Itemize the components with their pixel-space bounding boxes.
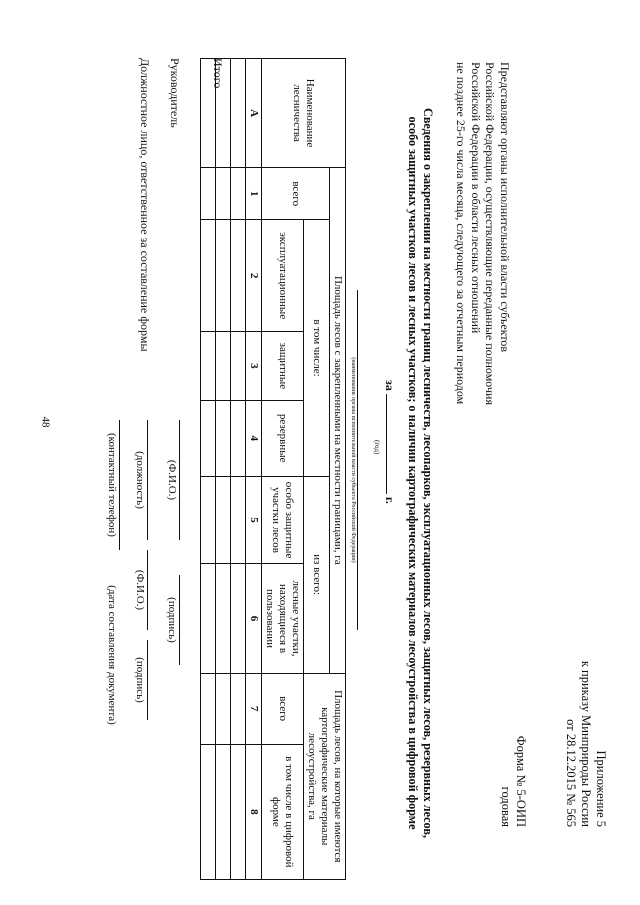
header-special-protective: особо защитные участки лесов xyxy=(262,476,304,564)
table-cell xyxy=(201,564,216,673)
header-forestry-name: Наименование лесничества xyxy=(262,59,346,168)
form-period: годовая xyxy=(499,786,513,827)
header-total-carto: всего xyxy=(262,673,304,744)
authority-hint: (наименование органа исполнительной власти субъекта Российской Федерации) xyxy=(350,357,356,563)
table-cell xyxy=(201,331,216,400)
col-number: 2 xyxy=(246,220,262,332)
table-cell xyxy=(201,220,216,332)
header-of-total: из всего: xyxy=(304,476,330,673)
table-cell xyxy=(231,673,246,744)
header-digital-form: в том числе в цифровой форме xyxy=(262,744,304,879)
page-number: 48 xyxy=(39,416,52,428)
header-forest-plots: лесные участки, находящиеся в пользовании xyxy=(262,564,304,673)
header-exploitation: эксплуатационные xyxy=(262,220,304,332)
form-number: Форма № 5-ОИП xyxy=(514,735,528,827)
table-cell xyxy=(216,331,231,400)
col-number: 6 xyxy=(246,564,262,673)
head-signature-line xyxy=(179,575,180,665)
table-cell xyxy=(216,564,231,673)
header-protective: защитные xyxy=(262,331,304,400)
responsible-fio-line xyxy=(147,550,148,630)
col-number: 8 xyxy=(246,744,262,879)
submitters-line: не позднее 25-го числа месяца, следующего за отчетным периодом xyxy=(454,62,469,405)
table-cell xyxy=(231,168,246,220)
col-number: 5 xyxy=(246,476,262,564)
header-cartographic-area: Площадь лесов, на которые имеются картографические материалы лесоустройства, га xyxy=(304,673,346,879)
column-number-row xyxy=(246,59,262,880)
submitters-line: Российской Федерации, осуществляющие переданные полномочия xyxy=(483,62,498,405)
table-cell xyxy=(231,744,246,879)
period-blank-line xyxy=(386,394,397,494)
title-line: Сведения о закреплении на местности границ лесничеств, лесопарков, эксплуатационных лесов, защитных лесов, резервных лесов, xyxy=(421,108,435,838)
authority-blank-line xyxy=(357,290,358,630)
table-cell xyxy=(216,476,231,564)
table-cell xyxy=(216,400,231,476)
period-hint: (год) xyxy=(373,440,381,455)
table-cell xyxy=(231,400,246,476)
table-row xyxy=(231,59,246,880)
responsible-label: Должностное лицо, ответственное за составление формы xyxy=(138,58,152,352)
appendix-line: Приложение 5 xyxy=(594,750,608,827)
table-cell xyxy=(231,59,246,168)
table-cell xyxy=(231,331,246,400)
submitters-line: Российской Федерации в области лесных отношений xyxy=(469,62,483,334)
head-fio-line xyxy=(179,420,180,540)
table-cell xyxy=(231,564,246,673)
submitters-block xyxy=(454,62,512,482)
appendix-line: к приказу Минприроды России xyxy=(579,660,593,827)
title-line: особо защитных участков лесов и лесных участков; о наличии картографических материалов лесоустройства в цифровой форме xyxy=(406,116,420,830)
responsible-signature-line xyxy=(147,640,148,720)
table-cell xyxy=(216,744,231,879)
date-hint: (дата составления документа) xyxy=(106,585,118,725)
total-label: Итого xyxy=(211,58,225,89)
responsible-signature-hint: (подпись) xyxy=(134,657,146,703)
form-number-block xyxy=(498,736,528,827)
head-signature-hint: (подпись) xyxy=(166,597,178,643)
appendix-block xyxy=(563,661,608,827)
responsible-position-hint: (должность) xyxy=(134,451,146,509)
col-number: 4 xyxy=(246,400,262,476)
table-cell xyxy=(201,476,216,564)
responsible-fio-hint: (Ф.И.О.) xyxy=(134,569,146,611)
table-cell xyxy=(216,220,231,332)
col-number: А xyxy=(246,59,262,168)
table-cell xyxy=(231,220,246,332)
table-cell xyxy=(201,744,216,879)
col-number: 1 xyxy=(246,168,262,220)
data-table xyxy=(200,58,346,880)
phone-line xyxy=(119,420,120,550)
head-fio-hint: (Ф.И.О.) xyxy=(166,459,178,501)
table-cell xyxy=(231,476,246,564)
appendix-line: от 28.12.2015 № 565 xyxy=(564,719,578,827)
header-reserve: резервные xyxy=(262,400,304,476)
head-label: Руководитель xyxy=(168,58,182,128)
document-title xyxy=(405,58,435,888)
header-total: всего xyxy=(262,168,330,220)
table-cell xyxy=(201,168,216,220)
responsible-position-line xyxy=(147,420,148,540)
col-number: 3 xyxy=(246,331,262,400)
table-cell xyxy=(216,168,231,220)
col-number: 7 xyxy=(246,673,262,744)
table-cell xyxy=(216,673,231,744)
report-period xyxy=(382,380,397,504)
table-row xyxy=(216,59,231,880)
period-prefix: за xyxy=(383,380,397,391)
period-suffix: г. xyxy=(383,496,397,504)
submitters-line: Представляют органы исполнительной власти субъектов xyxy=(498,62,512,353)
header-including: в том числе: xyxy=(304,220,330,476)
table-cell xyxy=(201,400,216,476)
table-row xyxy=(201,59,216,880)
table-cell xyxy=(201,673,216,744)
header-fixed-boundaries-area: Площадь лесов с закрепленными на местности границами, га xyxy=(330,168,346,673)
phone-hint: (контактный телефон) xyxy=(106,433,118,537)
